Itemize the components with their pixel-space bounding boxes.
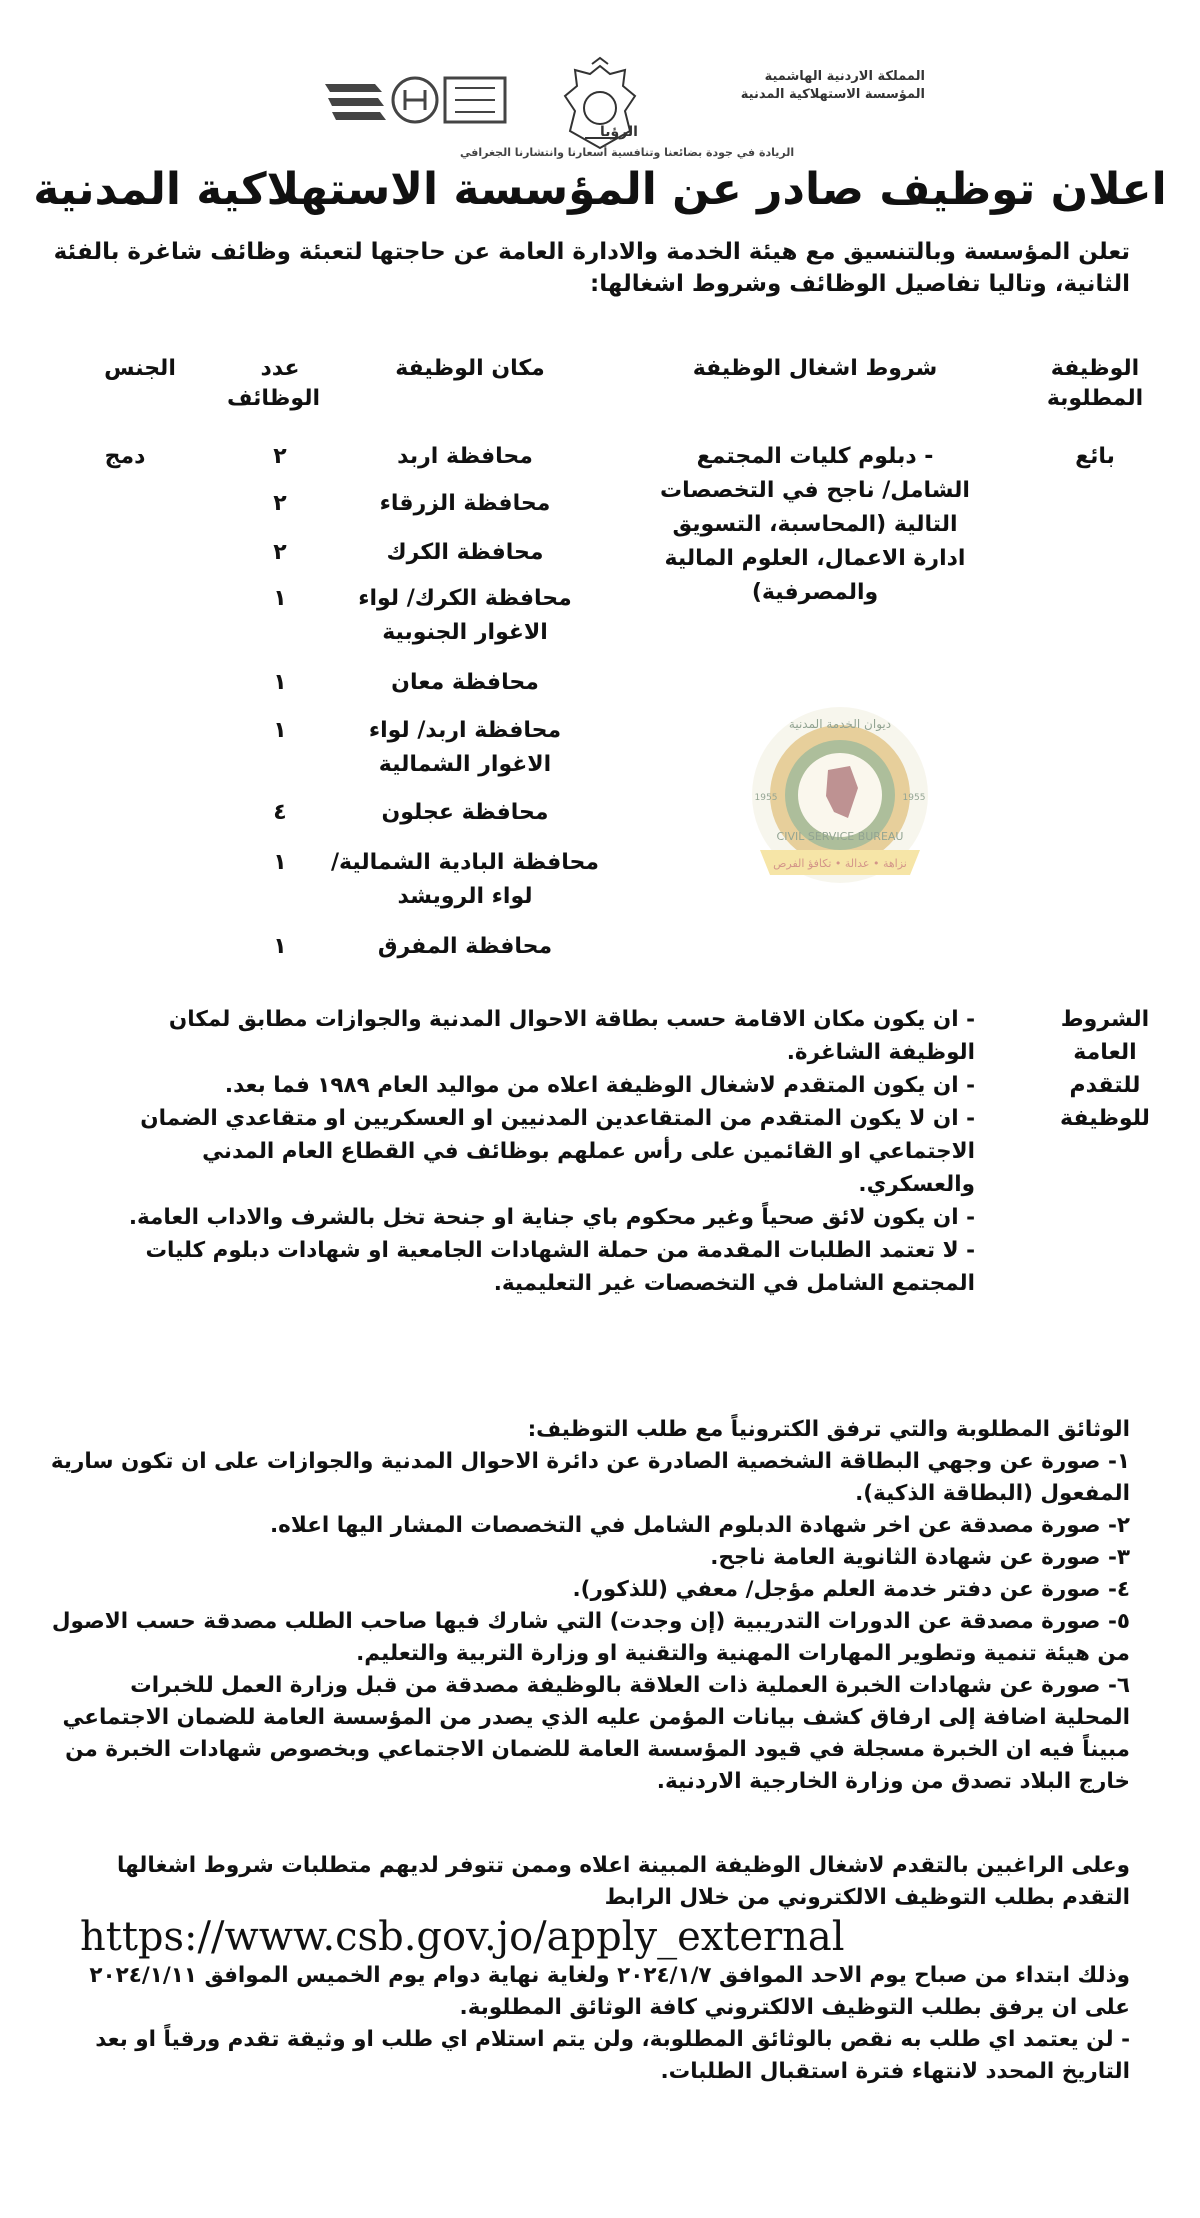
document-item: ٤- صورة عن دفتر خدمة العلم مؤجل/ معفي (للذكور). xyxy=(572,1577,1130,1602)
count-row: ١ xyxy=(273,718,287,743)
count-row: ١ xyxy=(273,586,287,611)
civil-service-bureau-seal-icon xyxy=(710,700,970,920)
general-conditions-list xyxy=(95,1003,975,1300)
location-row: محافظة الكرك/ لواء الاغوار الجنوبية xyxy=(358,586,572,645)
count-row: ٢ xyxy=(273,491,287,516)
document-item: ١- صورة عن وجهي البطاقة الشخصية الصادرة عن دائرة الاحوال المدنية والجوازات على ان تكون سارية المفعول (البطاقة الذكية). xyxy=(50,1449,1130,1506)
count-row: ١ xyxy=(273,850,287,875)
condition-item: - ان يكون المتقدم لاشغال الوظيفة اعلاه من مواليد العام ١٩٨٩ فما بعد. xyxy=(224,1073,975,1098)
document-item: ٦- صورة عن شهادات الخبرة العملية ذات العلاقة بالوظيفة مصدقة من قبل وزارة العمل للخبرات المحلية اضافة إلى ارفاق كشف بيانات المؤمن عليه الذي يصدر من المؤسسة العامة للضمان الاجتماعي مبيناً فيه ان الخبرة مسجلة في قيود المؤسسة العامة للضمان الاجتماعي وبخصوص شهادات الخبرة من خارج البلاد تصدق من وزارة الخارجية الاردنية. xyxy=(62,1673,1130,1794)
org-name xyxy=(741,68,925,104)
apply-note: - لن يعتمد اي طلب به نقص بالوثائق المطلوبة، ولن يتم استلام اي طلب او وثيقة تقدم ورقياً او بعد التاريخ المحدد لانتهاء فترة استقبال الطلبات. xyxy=(95,2027,1130,2084)
count-row: ١ xyxy=(273,670,287,695)
seal-year-left: 1955 xyxy=(754,793,778,803)
location-row: محافظة الزرقاء xyxy=(379,491,551,516)
document-item: ٣- صورة عن شهادة الثانوية العامة ناجح. xyxy=(710,1545,1130,1570)
apply-paragraph: وعلى الراغبين بالتقدم لاشغال الوظيفة المبينة اعلاه وممن تتوفر لديهم متطلبات شروط اشغالها التقدم بطلب التوظيف الالكتروني من خلال الرابط xyxy=(117,1853,1130,1910)
condition-item: - ان يكون مكان الاقامة حسب بطاقة الاحوال المدنية والجوازات مطابق لمكان الوظيفة الشاغرة. xyxy=(168,1007,975,1065)
required-documents xyxy=(50,1414,1130,1798)
apply-dates: وذلك ابتداء من صباح يوم الاحد الموافق ٢٠٢٤/١/٧ ولغاية نهاية دوام يوم الخميس الموافق ٢٠٢٤/١/١١ على ان يرفق بطلب التوظيف الالكتروني كافة الوثائق المطلوبة. xyxy=(89,1963,1130,2020)
header-location: مكان الوظيفة xyxy=(395,356,545,381)
seal-motto: نزاهة • عدالة • تكافؤ الفرص xyxy=(773,857,907,870)
count-row: ٢ xyxy=(273,540,287,565)
page-title: اعلان توظيف صادر عن المؤسسة الاستهلاكية المدنية xyxy=(33,164,1167,215)
documents-heading: الوثائق المطلوبة والتي ترفق الكترونياً مع طلب التوظيف: xyxy=(527,1417,1130,1442)
document-item: ٥- صورة مصدقة عن الدورات التدريبية (إن وجدت) التي شارك فيها صاحب الطلب مصدقة حسب الاصول من هيئة تنمية وتطوير المهارات المهنية والتقنية او وزارة التربية والتعليم. xyxy=(51,1609,1130,1666)
slogan: الريادة في جودة بضائعنا وتنافسية أسعارنا وانتشارنا الجغرافي xyxy=(460,146,795,159)
count-row: ٢ xyxy=(273,444,287,469)
general-conditions-heading: الشروط العامة للتقدم للوظيفة xyxy=(1060,1007,1150,1131)
job-title: بائع xyxy=(1075,444,1115,469)
header-job: الوظيفة المطلوبة xyxy=(1046,356,1144,411)
location-row: محافظة الكرك xyxy=(386,540,544,565)
location-row: محافظة البادية الشمالية/ لواء الرويشد xyxy=(331,850,599,909)
header-gender: الجنس xyxy=(104,356,176,381)
apply-url-link[interactable]: https://www.csb.gov.jo/apply_external xyxy=(80,1914,845,1960)
seal-arabic: ديوان الخدمة المدنية xyxy=(788,717,892,731)
location-row: محافظة اربد xyxy=(397,444,533,469)
org-line-1: المملكة الاردنية الهاشمية xyxy=(764,69,925,84)
condition-item: - ان يكون لائق صحياً وغير محكوم باي جناية او جنحة تخل بالشرف والاداب العامة. xyxy=(128,1205,975,1230)
condition-item: - ان لا يكون المتقدم من المتقاعدين المدنيين او العسكريين او متقاعدي الضمان الاجتماعي او القائمين على رأس عملهم بوظائف في القطاع العام المدني والعسكري. xyxy=(140,1106,975,1197)
gender-value: دمج xyxy=(104,444,146,469)
location-row: محافظة عجلون xyxy=(381,800,549,825)
job-conditions: - دبلوم كليات المجتمع الشامل/ ناجح في التخصصات التالية (المحاسبة، التسويق ادارة الاعمال، العلوم المالية والمصرفية) xyxy=(660,444,970,605)
header-count: عدد الوظائف xyxy=(226,356,320,411)
count-row: ١ xyxy=(273,934,287,959)
location-row: محافظة اربد/ لواء الاغوار الشمالية xyxy=(368,718,562,777)
seal-english: CIVIL SERVICE BUREAU xyxy=(776,830,904,843)
application-instructions xyxy=(50,1850,1130,2088)
org-line-2: المؤسسة الاستهلاكية المدنية xyxy=(740,87,925,102)
partner-logos-icon xyxy=(320,64,520,134)
intro-paragraph: تعلن المؤسسة وبالتنسيق مع هيئة الخدمة والادارة العامة عن حاجتها لتعبئة وظائف شاغرة بالفئة الثانية، وتاليا تفاصيل الوظائف وشروط اشغالها: xyxy=(53,239,1130,297)
condition-item: - لا تعتمد الطلبات المقدمة من حملة الشهادات الجامعية او شهادات دبلوم كليات المجتمع الشامل في التخصصات غير التعليمية. xyxy=(145,1238,975,1296)
location-row: محافظة معان xyxy=(391,670,539,695)
location-row: محافظة المفرق xyxy=(377,934,553,959)
vision-label: الرؤيا xyxy=(600,124,638,140)
jordan-crest-icon xyxy=(555,56,645,156)
seal-year-right: 1955 xyxy=(902,793,926,803)
document-item: ٢- صورة مصدقة عن اخر شهادة الدبلوم الشامل في التخصصات المشار اليها اعلاه. xyxy=(270,1513,1130,1538)
header-conditions: شروط اشغال الوظيفة xyxy=(692,356,938,381)
count-row: ٤ xyxy=(273,800,287,825)
